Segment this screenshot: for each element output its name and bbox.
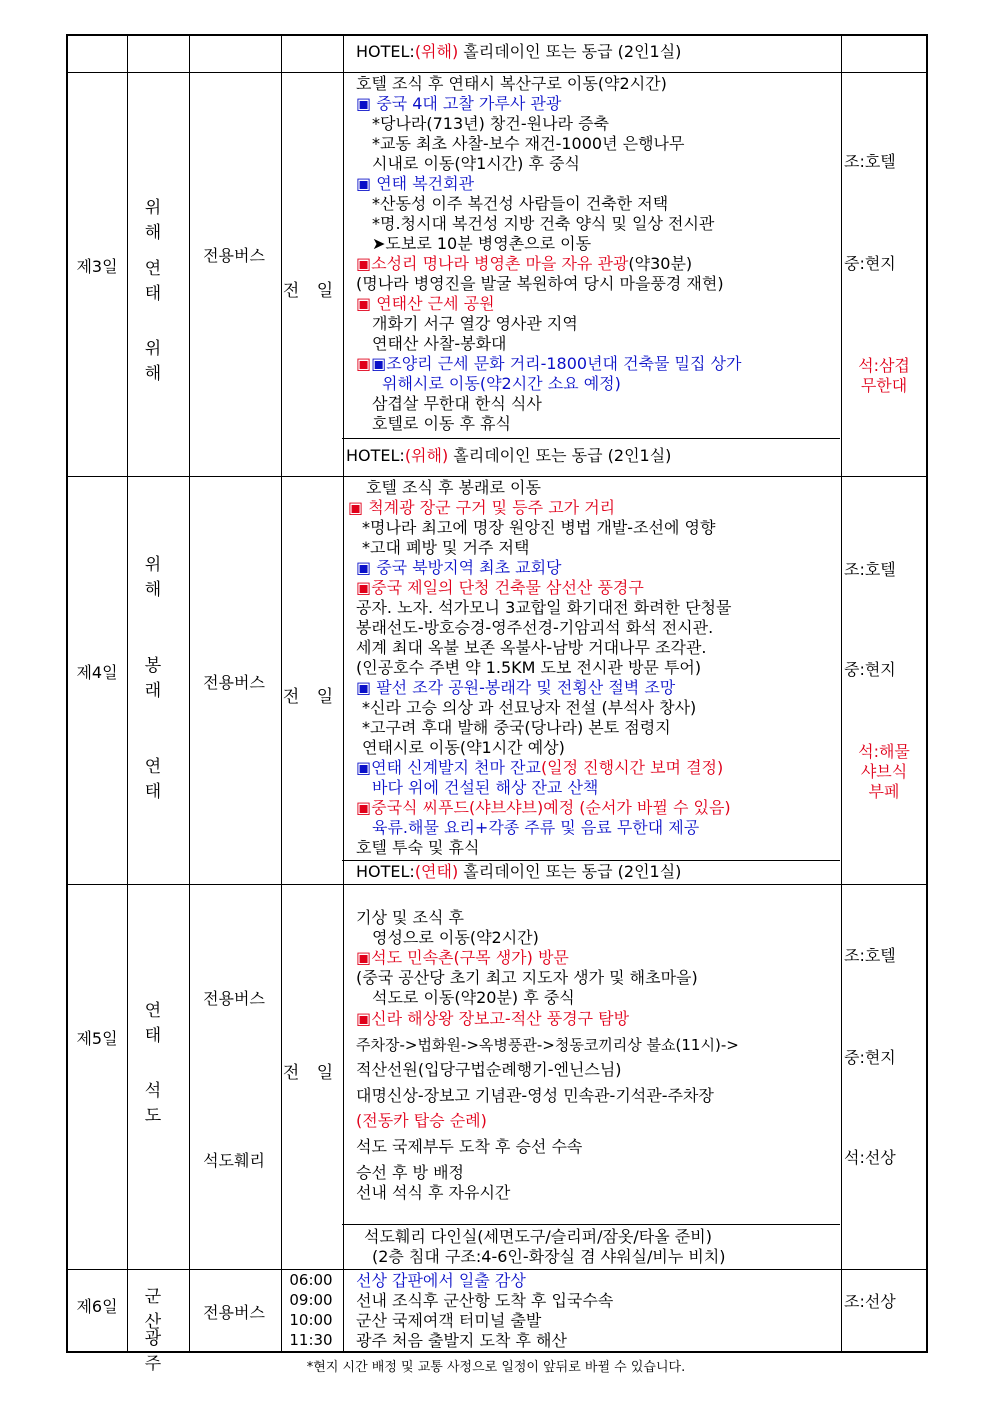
meal-breakfast: 조:호텔 xyxy=(844,152,896,171)
time-label: 09:00 xyxy=(289,1291,333,1309)
schedule-line: *신라 고승 의상 과 선묘낭자 전설 (부석사 창사) xyxy=(362,698,697,717)
sight-heading: ▣ 연태 복건회관 xyxy=(356,174,475,193)
city-name: 위 해 xyxy=(144,339,170,384)
row-divider xyxy=(66,72,928,73)
sight-heading: ▣ 팔선 조각 공원-봉래각 및 전횡산 절벽 조망 xyxy=(356,678,676,697)
day-label: 제3일 xyxy=(76,257,118,276)
time-label: 전 일 xyxy=(282,687,340,707)
city-name: 연 태 xyxy=(144,757,170,802)
schedule-line: 육류.해물 요리+각종 주류 및 음료 무한대 제공 xyxy=(372,818,700,837)
transport-ferry: 석도훼리 xyxy=(203,1151,265,1170)
schedule-line: 기상 및 조식 후 xyxy=(356,908,464,927)
meal-lunch: 중:현지 xyxy=(844,1048,896,1067)
schedule-line: *교동 최초 사찰-보수 재건-1000년 은행나무 xyxy=(372,134,685,153)
row-divider xyxy=(66,884,928,885)
schedule-line: 군산 국제여객 터미널 출발 xyxy=(356,1311,542,1330)
schedule-line: 승선 후 방 배정 xyxy=(356,1163,464,1182)
city-name: 위 해 xyxy=(144,555,170,600)
sight-heading: ▣소성리 명나라 병영촌 마을 자유 관광(약30분) xyxy=(356,254,693,273)
schedule-line: *명나라 최고에 명장 원앙진 병법 개발-조선에 영향 xyxy=(362,518,716,537)
schedule-line: *고대 폐방 및 거주 저택 xyxy=(362,538,530,557)
transport: 전용버스 xyxy=(203,673,265,692)
schedule-line: 영성으로 이동(약2시간) xyxy=(372,928,539,947)
time-label: 전 일 xyxy=(282,1063,340,1083)
day-label: 제4일 xyxy=(76,663,118,682)
city-name: 석 도 xyxy=(144,1081,170,1126)
schedule-line: 연태산 사찰-봉화대 xyxy=(372,334,507,353)
schedule-line: 광주 처음 출발지 도착 후 해산 xyxy=(356,1331,567,1350)
schedule-line: 호텔로 이동 후 휴식 xyxy=(372,414,511,433)
ferry-divider xyxy=(342,1224,840,1225)
schedule-line: 연태시로 이동(약1시간 예상) xyxy=(362,738,565,757)
schedule-line: (인공호수 주변 약 1.5KM 도보 전시관 방문 투어) xyxy=(356,658,702,677)
schedule-line: 봉래선도-방호승경-영주선경-기암괴석 화석 전시관. xyxy=(356,618,714,637)
meal-breakfast: 조:호텔 xyxy=(844,946,896,965)
city-name: 군 산 xyxy=(144,1287,170,1332)
sight-heading: ▣ 연태산 근세 공원 xyxy=(356,294,495,313)
schedule-line: 주차장->법화원->옥병풍관->청동코끼리상 불쇼(11시)-> xyxy=(356,1036,739,1054)
ferry-info: 석도훼리 다인실(세면도구/슬리퍼/잠옷/타올 준비) xyxy=(364,1227,712,1246)
schedule-line: (중국 공산당 초기 최고 지도자 생가 및 해초마을) xyxy=(356,968,698,987)
hotel-divider xyxy=(342,860,840,861)
meal-lunch: 중:현지 xyxy=(844,660,896,679)
schedule-line: 위해시로 이동(약2시간 소요 예정) xyxy=(382,374,621,393)
transport: 전용버스 xyxy=(203,246,265,265)
schedule-line: (전동카 탑승 순례) xyxy=(356,1111,487,1130)
city-name: 연 태 xyxy=(144,259,170,304)
transport: 전용버스 xyxy=(203,1303,265,1322)
schedule-line: *명.청시대 복건성 지방 건축 양식 및 일상 전시관 xyxy=(372,214,715,233)
meal-lunch: 중:현지 xyxy=(844,254,896,273)
transport: 전용버스 xyxy=(203,989,265,1008)
hotel-divider xyxy=(342,438,840,439)
day-label: 제5일 xyxy=(76,1029,118,1048)
time-label: 10:00 xyxy=(289,1311,333,1329)
sight-heading: ▣중국 제일의 단청 건축물 삼선산 풍경구 xyxy=(356,578,644,597)
time-label: 전 일 xyxy=(282,281,340,301)
schedule-line: 호텔 조식 후 봉래로 이동 xyxy=(366,478,541,497)
sight-heading: ▣신라 해상왕 장보고-적산 풍경구 탐방 xyxy=(356,1009,630,1028)
hotel-line: HOTEL:(연태) 홀리데이인 또는 동급 (2인1실) xyxy=(356,862,682,881)
row-divider xyxy=(66,476,928,477)
schedule-line: 개화기 서구 열강 영사관 지역 xyxy=(372,314,578,333)
day-label: 제6일 xyxy=(76,1297,118,1316)
schedule-line: 선내 석식 후 자유시간 xyxy=(356,1183,511,1202)
meal-dinner: 샤브식 xyxy=(860,762,908,781)
schedule-line: 세계 최대 옥불 보존 옥불사-남방 거대나무 조각관. xyxy=(356,638,707,657)
sight-heading: ▣ 중국 북방지역 최초 교회당 xyxy=(356,558,562,577)
schedule-line: 대명신상-장보고 기념관-영성 민속관-기석관-주차장 xyxy=(356,1086,714,1105)
schedule-line: 시내로 이동(약1시간) 후 중식 xyxy=(372,154,580,173)
sight-heading: ▣중국식 씨푸드(샤브샤브)예정 (순서가 바뀔 수 있음) xyxy=(356,798,731,817)
meal-dinner: 무한대 xyxy=(860,376,908,395)
schedule-line: 적산선원(입당구법순례행기-엔닌스님) xyxy=(356,1060,622,1079)
schedule-line: ➤도보로 10분 병영촌으로 이동 xyxy=(372,234,592,253)
city-name: 위 해 xyxy=(144,198,170,243)
meal-breakfast: 조:호텔 xyxy=(844,560,896,579)
city-name: 광 주 xyxy=(144,1329,170,1374)
meal-dinner: 석:선상 xyxy=(844,1148,896,1167)
schedule-line: (명나라 병영진을 발굴 복원하여 당시 마을풍경 재현) xyxy=(356,274,724,293)
schedule-line: 바다 위에 건설된 해상 잔교 산책 xyxy=(372,778,599,797)
schedule-line: *당나라(713년) 창건-원나라 증축 xyxy=(372,114,609,133)
schedule-line: *산동성 이주 복건성 사람들이 건축한 저택 xyxy=(372,194,669,213)
sight-heading: ▣ 중국 4대 고찰 가루사 관광 xyxy=(356,94,562,113)
row-divider xyxy=(66,1269,928,1270)
hotel-line: HOTEL:(위해) 홀리데이인 또는 동급 (2인1실) xyxy=(346,446,672,465)
city-name: 봉 래 xyxy=(144,656,170,701)
sight-heading: ▣▣조양리 근세 문화 거리-1800년대 건축물 밀집 상가 xyxy=(356,354,742,373)
meal-dinner: 석:해물 xyxy=(858,742,910,761)
hotel-line-top: HOTEL:(위해) 홀리데이인 또는 동급 (2인1실) xyxy=(356,42,682,61)
footnote: *현지 시간 배정 및 교통 사정으로 일정이 앞뒤로 바뀔 수 있습니다. xyxy=(306,1360,686,1375)
schedule-line: 호텔 투숙 및 휴식 xyxy=(356,838,480,857)
schedule-line: 석도 국제부두 도착 후 승선 수속 xyxy=(356,1137,583,1156)
schedule-line: 호텔 조식 후 연태시 복산구로 이동(약2시간) xyxy=(356,74,667,93)
time-label: 06:00 xyxy=(289,1271,333,1289)
schedule-line: 삼겹살 무한대 한식 식사 xyxy=(372,394,542,413)
schedule-line: 선내 조식후 군산항 도착 후 입국수속 xyxy=(356,1291,614,1310)
schedule-line: 공자. 노자. 석가모니 3교합일 화기대전 화려한 단청물 xyxy=(356,598,732,617)
sight-heading: ▣연태 신계발지 천마 잔교(일정 진행시간 보며 결정) xyxy=(356,758,724,777)
schedule-line: *고구려 후대 발해 중국(당나라) 본토 점령지 xyxy=(362,718,671,737)
schedule-line: 선상 갑판에서 일출 감상 xyxy=(356,1271,526,1290)
city-name: 연 태 xyxy=(144,1001,170,1046)
ferry-info: (2층 침대 구조:4-6인-화장실 겸 샤워실/비누 비치) xyxy=(372,1247,726,1266)
meal-dinner: 석:삼겹 xyxy=(858,356,910,375)
schedule-line: 석도로 이동(약20분) 후 중식 xyxy=(372,988,575,1007)
meal-breakfast: 조:선상 xyxy=(844,1292,896,1311)
sight-heading: ▣ 척계광 장군 구거 및 등주 고가 거리 xyxy=(348,498,616,517)
time-label: 11:30 xyxy=(289,1331,333,1349)
sight-heading: ▣석도 민속촌(구목 생가) 방문 xyxy=(356,948,569,967)
meal-dinner: 부페 xyxy=(868,782,900,801)
